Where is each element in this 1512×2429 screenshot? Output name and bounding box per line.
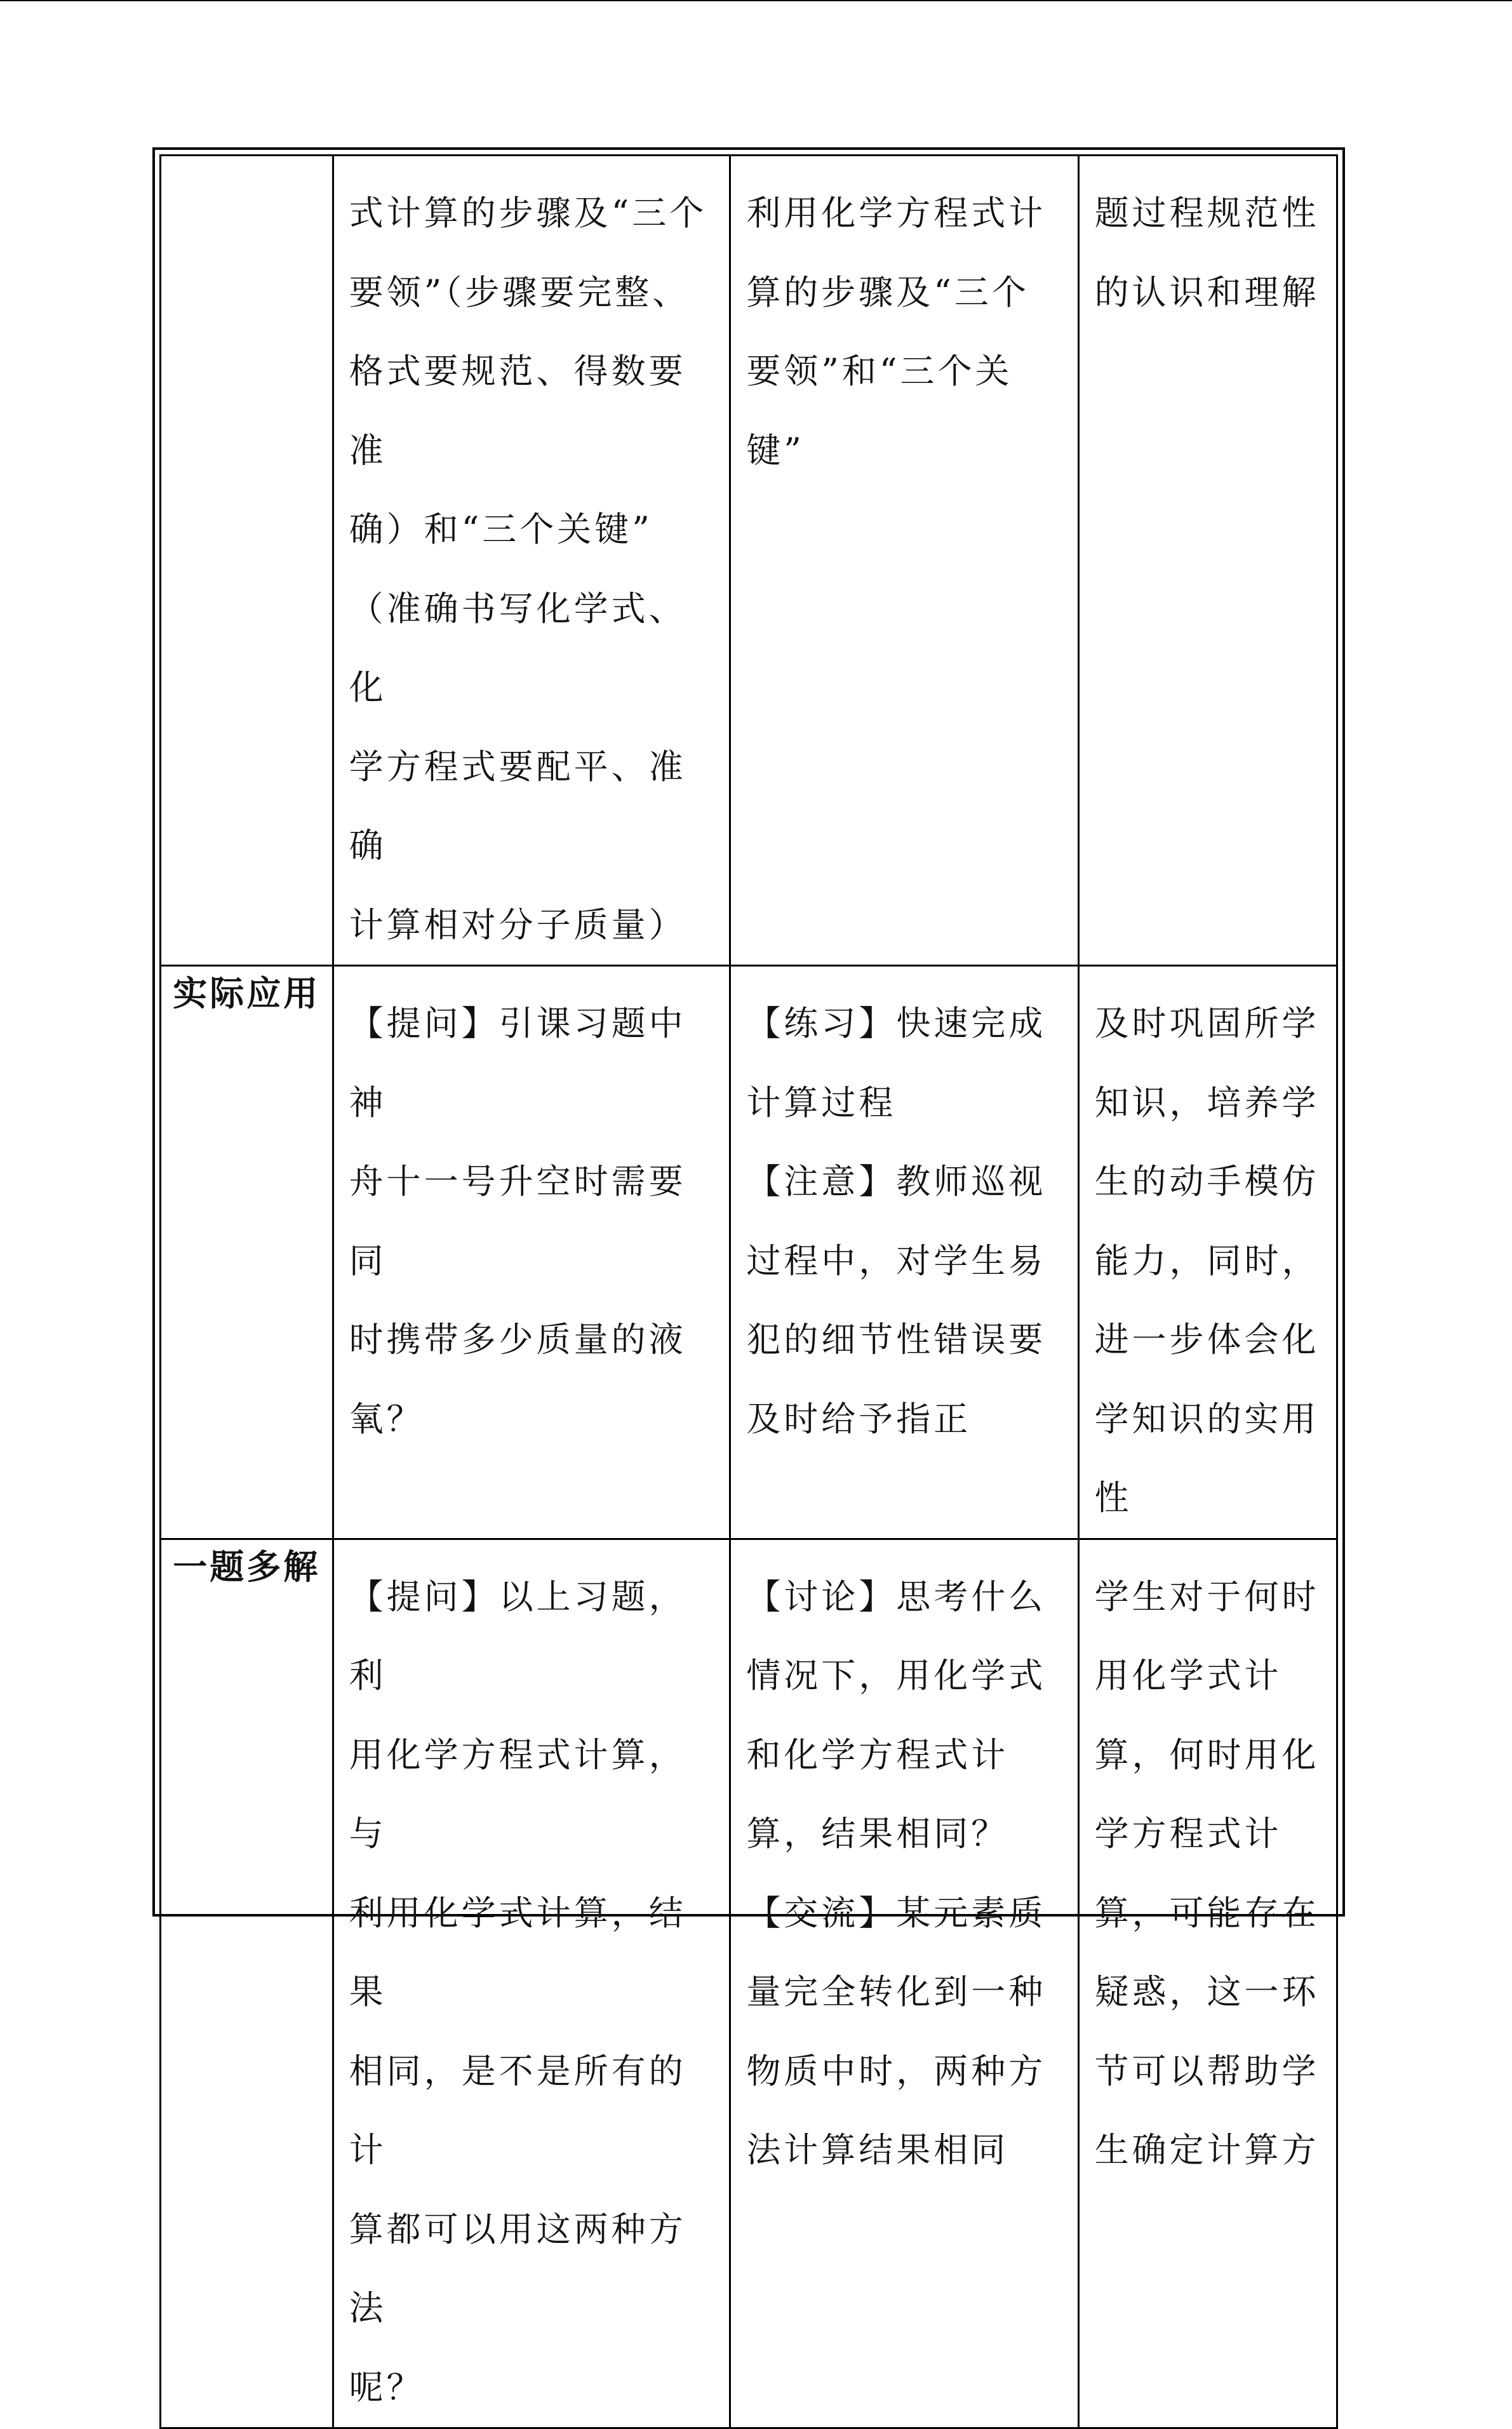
teacher-activity-cell xyxy=(333,966,730,1539)
teacher-activity-text: 式计算的步骤及“三个 要领”（步骤要完整、 格式要规范、得数要准 确）和“三个关键” （准确书写化学式、化 学方程式要配平、准确 计算相对分子质量） xyxy=(349,193,707,945)
lesson-table-frame xyxy=(152,147,1345,2407)
design-intent-text: 及时巩固所学 知识，培养学 生的动手模仿 能力，同时， 进一步体会化 学知识的实用 性 xyxy=(1094,1003,1320,1518)
stage-label: 一题多解 xyxy=(173,1546,321,1587)
student-activity-text: 【练习】快速完成 计算过程 【注意】教师巡视 过程中，对学生易 犯的细节性错误要 及时给予指正 xyxy=(746,1003,1047,1439)
design-intent-cell xyxy=(1078,156,1337,966)
design-intent-text: 学生对于何时 用化学式计 算，何时用化 学方程式计 算，可能存在 疑惑，这一环 节可以帮助学 生确定计算方 xyxy=(1094,1576,1320,2170)
teacher-activity-cell xyxy=(333,1539,730,2428)
table-row xyxy=(161,1539,1337,2428)
student-activity-cell xyxy=(730,966,1078,1539)
design-intent-cell xyxy=(1078,1539,1337,2428)
stage-label: 实际应用 xyxy=(173,974,321,1014)
teacher-activity-cell xyxy=(333,156,730,966)
stage-cell xyxy=(161,966,333,1539)
teacher-activity-text: 【提问】引课习题中神 舟十一号升空时需要同 时携带多少质量的液 氧？ xyxy=(349,1003,686,1439)
stage-cell xyxy=(161,156,333,966)
design-intent-text: 题过程规范性 的认识和理解 xyxy=(1094,193,1320,312)
lesson-plan-table xyxy=(159,154,1338,2429)
table-row xyxy=(161,966,1337,1539)
teacher-activity-text: 【提问】以上习题，利 用化学方程式计算，与 利用化学式计算，结果 相同，是不是所有的计 算都可以用这两种方法 呢？ xyxy=(349,1576,686,2407)
student-activity-text: 【讨论】思考什么 情况下，用化学式 和化学方程式计 算，结果相同？ 【交流】某元素质 量完全转化到一种 物质中时，两种方 法计算结果相同 xyxy=(746,1576,1047,2170)
student-activity-cell xyxy=(730,156,1078,966)
design-intent-cell xyxy=(1078,966,1337,1539)
student-activity-cell xyxy=(730,1539,1078,2428)
table-row xyxy=(161,156,1337,966)
page-top-rule xyxy=(0,0,1512,1)
stage-cell xyxy=(161,1539,333,2428)
student-activity-text: 利用化学方程式计 算的步骤及“三个 要领”和“三个关 键” xyxy=(746,193,1047,471)
